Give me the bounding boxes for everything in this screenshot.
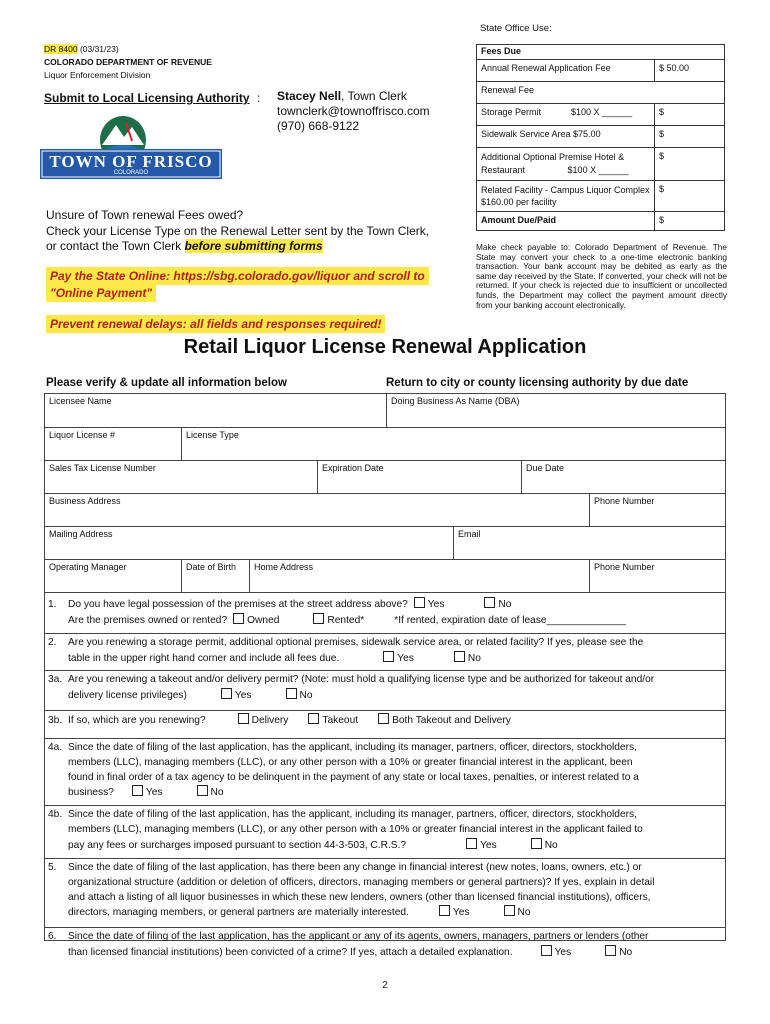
- q3b-both-checkbox[interactable]: [378, 713, 389, 724]
- fee-amount[interactable]: $: [654, 148, 724, 180]
- date-of-birth-field[interactable]: Date of Birth: [181, 560, 249, 592]
- fees-header-row: [477, 45, 724, 59]
- division-name: Liquor Enforcement Division: [44, 70, 151, 80]
- logo-emblem: [40, 115, 222, 187]
- fee-row-amount-due: [477, 211, 724, 230]
- fee-row-storage: [477, 103, 724, 125]
- q4a-yes-checkbox[interactable]: [132, 785, 143, 796]
- fee-label: Renewal Fee: [481, 85, 535, 95]
- form-code: DR 8400: [44, 44, 78, 54]
- clerk-phone: (970) 668-9122: [277, 119, 360, 133]
- question-3a: 3a. Are you renewing a takeout and/or delivery permit? (Note: must hold a qualifying license type and be authorized for takeout and/or delivery license privileges) Yes No: [44, 670, 726, 704]
- page-number: 2: [382, 980, 388, 991]
- question-6: 6. Since the date of filing of the last application, has the applicant or any of its agents, owners, managers, partners or lenders (other than licensed financial institutions) been convicted of a crime? If yes, attach a detailed explanation. Yes No: [44, 927, 726, 961]
- fees-header: Fees Due: [481, 46, 522, 56]
- manager-phone-field[interactable]: Phone Number: [589, 560, 725, 592]
- q4a-no-checkbox[interactable]: [197, 785, 208, 796]
- fee-label: Related Facility - Campus Liquor Complex $160.00 per facility: [481, 185, 650, 207]
- licensee-name-field[interactable]: Licensee Name: [49, 396, 112, 406]
- q3b-takeout-checkbox[interactable]: [308, 713, 319, 724]
- sales-tax-field[interactable]: Sales Tax License Number: [49, 463, 156, 473]
- clerk-name: Stacey Nell: [277, 89, 342, 103]
- department-name: COLORADO DEPARTMENT OF REVENUE: [44, 57, 212, 67]
- fee-price[interactable]: $100 X ______: [571, 107, 633, 117]
- town-of-frisco-logo: [40, 115, 222, 187]
- info-row-6: [45, 559, 725, 592]
- info-row-1: [45, 394, 725, 427]
- pay-online-note: [46, 268, 429, 302]
- unsure-fees-note: [46, 208, 429, 255]
- submit-local-line: [44, 91, 260, 105]
- expiration-date-field[interactable]: Expiration Date: [317, 461, 521, 493]
- q6-yes-checkbox[interactable]: [541, 945, 552, 956]
- q2-no-checkbox[interactable]: [454, 651, 465, 662]
- clerk-email[interactable]: townclerk@townoffrisco.com: [277, 104, 430, 118]
- liquor-license-field[interactable]: Liquor License #: [49, 430, 116, 440]
- info-row-4: [45, 493, 725, 526]
- pay-online-line-1[interactable]: Pay the State Online: https://sbg.colorado.gov/liquor and scroll to: [46, 267, 429, 285]
- fee-label: Annual Renewal Application Fee: [481, 63, 611, 73]
- fee-amount[interactable]: $ 50.00: [654, 60, 724, 81]
- business-address-field[interactable]: Business Address: [49, 496, 121, 506]
- info-row-5: [45, 526, 725, 559]
- submit-local-label: Submit to Local Licensing Authority: [44, 91, 250, 105]
- operating-manager-field[interactable]: Operating Manager: [49, 562, 127, 572]
- submit-local-colon: :: [256, 91, 261, 105]
- prevent-delays-text: Prevent renewal delays: all fields and responses required!: [46, 315, 385, 333]
- question-4b: 4b. Since the date of filing of the last application, has the applicant, including its manager, partners, officer, directors, stockholders, members (LLC), managing members (LLC), or any other person with a 10% or greater financial interest in the applicant failed to pay any fees or surcharges imposed pursuant to section 44-3-503, C.R.S.? Yes No: [44, 805, 726, 853]
- home-address-field[interactable]: Home Address: [249, 560, 589, 592]
- q5-no-checkbox[interactable]: [504, 905, 515, 916]
- question-2: 2. Are you renewing a storage permit, additional optional premises, sidewalk service area, or related facility? If yes, please see the table in the upper right hand corner and include all fees due. Yes No: [44, 633, 726, 667]
- logo-wordmark: [48, 152, 214, 172]
- q3b-delivery-checkbox[interactable]: [238, 713, 249, 724]
- verify-info-heading: Please verify & update all information below: [46, 377, 287, 389]
- license-type-field[interactable]: License Type: [181, 428, 725, 460]
- info-row-3: [45, 460, 725, 493]
- question-4a: 4a. Since the date of filing of the last application, has the applicant, including its manager, partners, officer, directors, stockholders, members (LLC), managing members (LLC), or any other person with a 10% or greater financial interest in the applicant, been found in final order of a tax agency to be delinquent in the payment of any state or local taxes, penalties, or interest related to a business? Yes No: [44, 738, 726, 801]
- form-code-line: [44, 44, 119, 54]
- q3a-yes-checkbox[interactable]: [221, 688, 232, 699]
- q6-no-checkbox[interactable]: [605, 945, 616, 956]
- prevent-delays-note: [46, 317, 385, 331]
- form-date: (03/31/23): [79, 44, 119, 54]
- logo-town-of: TOWN OF: [49, 152, 138, 171]
- fee-amount[interactable]: $: [654, 104, 724, 125]
- question-3b: 3b. If so, which are you renewing? Delivery Takeout Both Takeout and Delivery: [44, 710, 726, 729]
- logo-frisco: FRISCO: [142, 152, 213, 171]
- q4b-no-checkbox[interactable]: [531, 838, 542, 849]
- email-field[interactable]: Email: [453, 527, 725, 559]
- fee-amount[interactable]: $: [654, 126, 724, 147]
- fee-row-hotel: [477, 147, 724, 180]
- check-payment-note: Make check payable to: Colorado Department of Revenue. The State may convert your check to a one-time electronic banking transaction. Your bank account may be debited as early as the same day received by the State. If converted, your check will not be returned. If your check is rejected due to insufficient or uncollected funds, the Department may collect the payment amount directly from your banking account electronically.: [476, 242, 727, 310]
- question-5: 5. Since the date of filing of the last application, has there been any change in financial interest (new notes, loans, owners, etc.) or organizational structure (addition or deletion of officers, directors, managing members or general partners)? If yes, explain in detail and attach a listing of all liquor businesses in which these new lenders, owners (other than licensed financial institutions), officers, directors, managing members, or general partners are materially interested. Yes No: [44, 858, 726, 921]
- q1-yes-checkbox[interactable]: [414, 597, 425, 608]
- q3a-no-checkbox[interactable]: [286, 688, 297, 699]
- q1-lease-note[interactable]: *If rented, expiration date of lease______________: [394, 614, 626, 626]
- q5-yes-checkbox[interactable]: [439, 905, 450, 916]
- clerk-title: , Town Clerk: [341, 89, 407, 103]
- q4b-yes-checkbox[interactable]: [466, 838, 477, 849]
- form-title: Retail Liquor License Renewal Application: [183, 336, 587, 358]
- question-1: 1. Do you have legal possession of the premises at the street address above? Yes No Are the premises owned or rented? Owned Rented* *If rented, expiration date of lease______________: [48, 599, 626, 626]
- fee-row-sidewalk: [477, 125, 724, 147]
- unsure-line-2: Check your License Type on the Renewal Letter sent by the Town Clerk,: [46, 223, 430, 238]
- mailing-address-field[interactable]: Mailing Address: [49, 529, 113, 539]
- fee-amount[interactable]: $: [654, 181, 724, 211]
- fee-price[interactable]: $100 X ______: [567, 165, 629, 175]
- fee-row-annual: [477, 59, 724, 81]
- licensee-info-table: [44, 393, 726, 593]
- fee-row-related: [477, 180, 724, 211]
- fee-label: Sidewalk Service Area $75.00: [481, 129, 601, 139]
- fee-label: Additional Optional Premise Hotel & Restaurant $100 X ______: [481, 152, 629, 175]
- q1-rented-checkbox[interactable]: [313, 613, 324, 624]
- unsure-line-3-bold: before submitting forms: [184, 239, 323, 253]
- fee-label: Amount Due/Paid: [481, 215, 557, 225]
- q1-owned-checkbox[interactable]: [233, 613, 244, 624]
- q1-no-checkbox[interactable]: [484, 597, 495, 608]
- dba-field[interactable]: Doing Business As Name (DBA): [386, 394, 725, 427]
- fee-amount[interactable]: $: [654, 212, 724, 230]
- q2-yes-checkbox[interactable]: [383, 651, 394, 662]
- fee-row-renewal: [477, 81, 724, 103]
- fees-due-table: [476, 44, 725, 231]
- pay-online-line-2: "Online Payment": [46, 284, 156, 302]
- unsure-line-1: Unsure of Town renewal Fees owed?: [46, 208, 244, 222]
- phone-number-field[interactable]: Phone Number: [589, 494, 725, 526]
- clerk-contact: [277, 89, 430, 134]
- logo-colorado: COLORADO: [113, 170, 149, 176]
- return-to-heading: Return to city or county licensing authority by due date: [386, 377, 689, 389]
- state-office-use-label: State Office Use:: [480, 23, 552, 34]
- unsure-line-3: or contact the Town Clerk: [46, 239, 185, 253]
- due-date-field[interactable]: Due Date: [521, 461, 725, 493]
- fee-label: Storage Permit $100 X ______: [481, 107, 633, 117]
- info-row-2: [45, 427, 725, 460]
